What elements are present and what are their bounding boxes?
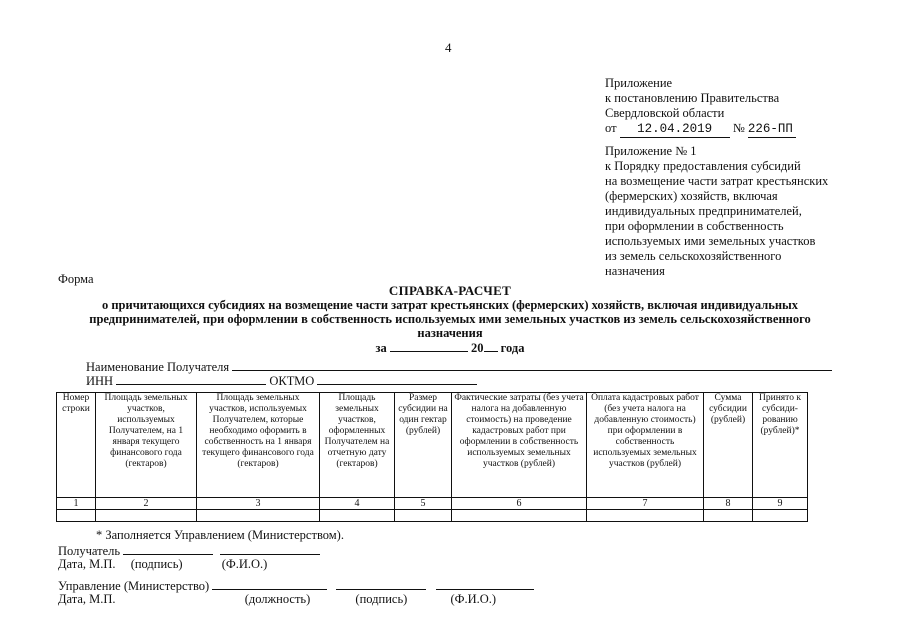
appendix-date-row	[605, 121, 796, 138]
appendix2-line: на возмещение части затрат крестьянских	[605, 174, 829, 188]
table-cell[interactable]	[320, 510, 395, 522]
table-cell[interactable]	[197, 510, 320, 522]
table-cell[interactable]	[704, 510, 753, 522]
recipient-date-row	[58, 557, 267, 572]
column-number: 7	[587, 498, 704, 510]
recipient-name-label: Наименование Получателя	[86, 360, 230, 374]
header-cell: Размер субсидии на один гектар (рублей)	[395, 393, 452, 498]
appendix2-line: назначения	[605, 264, 665, 278]
calculation-table	[56, 392, 808, 522]
column-number: 1	[57, 498, 96, 510]
position-caption: (должность)	[244, 592, 311, 606]
footnote: * Заполняется Управлением (Министерством).	[96, 528, 344, 542]
column-number: 9	[753, 498, 808, 510]
inn-row	[86, 373, 477, 389]
column-number: 8	[704, 498, 753, 510]
appendix2-line: к Порядку предоставления субсидий	[605, 159, 801, 173]
recipient-name-field[interactable]	[232, 359, 832, 371]
title-subtitle: о причитающихся субсидиях на возмещение части затрат крестьянских (фермерских) хозяйств, включая индивидуальных	[101, 298, 799, 312]
appendix-block	[605, 76, 796, 138]
period-year: 20	[471, 341, 484, 355]
title-subtitle: назначения	[417, 326, 483, 340]
header-cell: Фактические затраты (без учета налога на добавленную стоимость) на проведение кадастровых работ при оформлении в собственность используемых земельных участков (рублей)	[452, 393, 587, 498]
column-number: 3	[197, 498, 320, 510]
appendix-line: к постановлению Правительства	[605, 91, 780, 105]
table-row	[57, 510, 808, 522]
appendix2-line: используемых ими земельных участков	[605, 234, 816, 248]
management-signature-field[interactable]	[336, 578, 426, 590]
title-period	[60, 340, 840, 355]
date-mp-label: Дата, М.П.	[58, 592, 116, 606]
period-prefix: за	[375, 341, 387, 355]
column-number: 6	[452, 498, 587, 510]
period-suffix: года	[500, 341, 525, 355]
table-cell[interactable]	[753, 510, 808, 522]
year-blank	[484, 340, 498, 352]
title-subtitle: предпринимателей, при оформлении в собственность используемых ими земельных участков из земель сельскохозяйственного	[89, 312, 811, 326]
appendix2-line: при оформлении в собственность	[605, 219, 784, 233]
period-blank	[390, 340, 468, 352]
table-cell[interactable]	[57, 510, 96, 522]
column-number: 2	[96, 498, 197, 510]
appendix2-line: индивидуальных предпринимателей,	[605, 204, 802, 218]
number-prefix: №	[732, 121, 745, 135]
recipient-fio-field[interactable]	[220, 543, 320, 555]
management-label: Управление (Министерство)	[58, 579, 210, 593]
header-cell: Площадь земельных участков, используемых Получателем, которые необходимо оформить в собственность на 1 января текущего финансового года (гектаров)	[197, 393, 320, 498]
header-cell: Сумма субсидии (рублей)	[704, 393, 753, 498]
header-cell: Площадь земельных участков, используемых Получателем, на 1 января текущего финансового года (гектаров)	[96, 393, 197, 498]
table-cell[interactable]	[452, 510, 587, 522]
form-label: Форма	[58, 272, 94, 286]
page-number: 4	[445, 40, 452, 55]
inn-label: ИНН	[86, 374, 114, 388]
column-number: 4	[320, 498, 395, 510]
appendix2-line: из земель сельскохозяйственного	[605, 249, 782, 263]
position-field[interactable]	[212, 578, 327, 590]
appendix2-line: Приложение № 1	[605, 144, 697, 158]
decree-number: 226-ПП	[748, 122, 796, 138]
header-cell: Площадь земельных участков, оформленных Получателем на отчетную дату (гектаров)	[320, 393, 395, 498]
management-fio-field[interactable]	[436, 578, 534, 590]
oktmo-label: ОКТМО	[269, 374, 315, 388]
column-number: 5	[395, 498, 452, 510]
table-cell[interactable]	[587, 510, 704, 522]
title-heading: СПРАВКА-РАСЧЕТ	[388, 283, 512, 298]
appendix2-line: (фермерских) хозяйств, включая	[605, 189, 778, 203]
decree-date: 12.04.2019	[620, 122, 730, 138]
table-number-row	[57, 498, 808, 510]
recipient-label: Получатель	[58, 544, 121, 558]
appendix-line: Приложение	[605, 76, 673, 90]
table-cell[interactable]	[395, 510, 452, 522]
fio-caption: (Ф.И.О.)	[450, 592, 497, 606]
header-cell: Принято к субсиди-рованию (рублей)*	[753, 393, 808, 498]
fio-caption: (Ф.И.О.)	[221, 557, 268, 571]
date-mp-label: Дата, М.П.	[58, 557, 116, 571]
appendix-order-block	[605, 144, 828, 279]
date-prefix: от	[605, 121, 617, 135]
signature-caption: (подпись)	[355, 592, 408, 606]
management-date-row	[58, 592, 496, 607]
oktmo-field[interactable]	[317, 373, 477, 385]
table-cell[interactable]	[96, 510, 197, 522]
recipient-signature-field[interactable]	[123, 543, 213, 555]
header-cell: Оплата кадастровых работ (без учета налога на добавленную стоимость) при оформлении в собственность используемых земельных участков (рублей)	[587, 393, 704, 498]
inn-field[interactable]	[116, 373, 266, 385]
signature-caption: (подпись)	[130, 557, 183, 571]
header-cell: Номер строки	[57, 393, 96, 498]
document-title	[60, 284, 840, 355]
table-header-row	[57, 393, 808, 498]
appendix-line: Свердловской области	[605, 106, 725, 120]
